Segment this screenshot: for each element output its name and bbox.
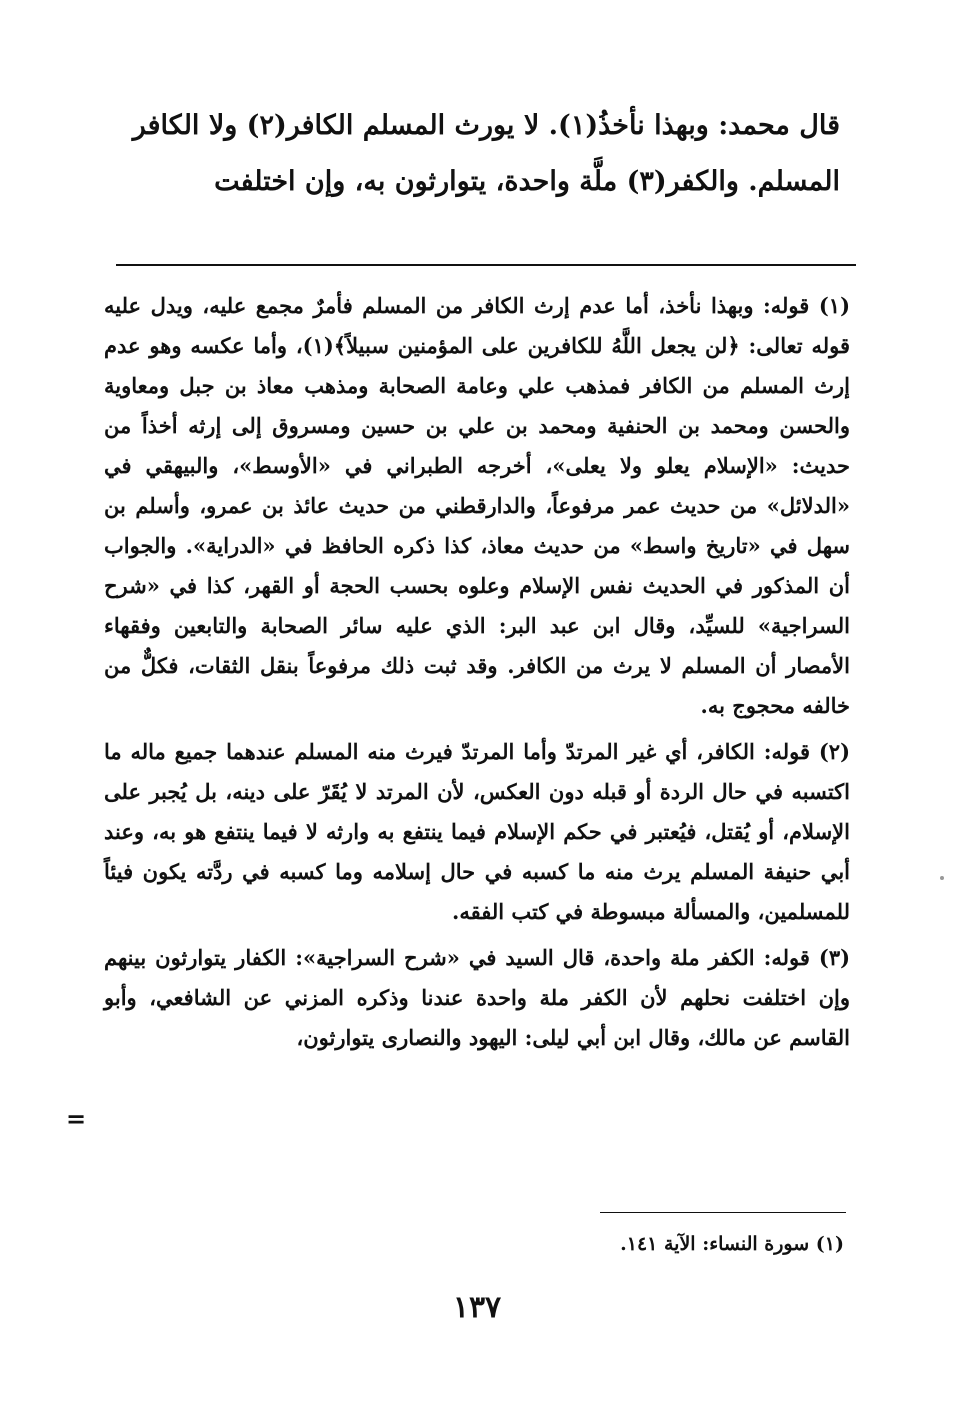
note-3 bbox=[104, 938, 850, 1058]
footnote-separator bbox=[116, 264, 856, 266]
note-3-number: (٣) bbox=[818, 945, 851, 970]
note-1 bbox=[104, 286, 850, 726]
scan-speck bbox=[940, 876, 944, 880]
note-3-text: قال السيد في «شرح السراجية»: الكفار يتوارثون بينهم وإن اختلفت نحلهم لأن الكفر ملة واحدة عندنا وذكره المزني عن الشافعي، وأبو القاسم عن مالك، وقال ابن أبي ليلى: اليهود والنصارى يتوارثون، bbox=[104, 945, 850, 1050]
main-text-line-1: قال محمد: وبهذا نأخذُ(١). لا يورث المسلم الكافر(٢) ولا الكافر bbox=[132, 110, 840, 141]
continuation-mark: = bbox=[66, 1104, 87, 1133]
note-2-text: أي غير المرتدّ وأما المرتدّ فيرث منه المسلم عندهما جميع ماله ما اكتسبه في حال الردة أو قبله دون العكس، لأن المرتد لا يُقَرّ على دينه، بل يُجبر على الإسلام، أو يُقتل، فيُعتبر في حكم الإسلام فيما ينتفع به وارثه لا فيما ينتفع هو به، وعند أبي حنيفة المسلم يرث منه ما كسبه في حال إسلامه وما كسبه في ردَّته يكون فيئاً للمسلمين، والمسألة مبسوطة في كتب الفقه. bbox=[104, 739, 850, 924]
note-1-text: أما عدم إرث الكافر من المسلم فأمرٌ مجمع عليه، ويدل عليه قوله تعالى: ﴿لن يجعل اللَّهُ للكافرين على المؤمنين سبيلاً﴾(١)، وأما عكسه وهو عدم إرث المسلم من الكافر فمذهب علي وعامة الصحابة ومذهب معاذ بن جبل ومعاوية والحسن ومحمد بن الحنفية ومحمد بن علي بن حسين ومسروق إلى إرثه أخذاً من حديث: «الإسلام يعلو ولا يعلى»، أخرجه الطبراني في «الأوسط»، والبيهقي في «الدلائل» من حديث عمر مرفوعاً، والدارقطني من حديث عائذ بن عمرو، وأسلم بن سهل في «تاريخ واسط» من حديث معاذ، كذا ذكره الحافظ في «الدراية». والجواب أن المذكور في الحديث نفس الإسلام وعلوه بحسب الحجة أو القهر، كذا في «شرح السراجية» للسيِّد، وقال ابن عبد البر: الذي عليه سائر الصحابة والتابعين وفقهاء الأمصار أن المسلم لا يرث من الكافر. وقد ثبت ذلك مرفوعاً بنقل الثقات، فكلٌّ من خالفه محجوج به. bbox=[104, 293, 850, 718]
sub-footnote-rule bbox=[600, 1212, 846, 1213]
note-1-lead: قوله: وبهذا نأخذ، bbox=[658, 293, 810, 318]
main-text bbox=[100, 98, 840, 210]
note-2-lead: قوله: الكافر، bbox=[696, 739, 810, 764]
main-text-line-2: المسلم. والكفر(٣) ملَّة واحدة، يتوارثون به، وإن اختلفت bbox=[214, 166, 840, 197]
note-3-lead: قوله: الكفر ملة واحدة، bbox=[603, 945, 810, 970]
commentary-notes bbox=[104, 286, 850, 1064]
note-2-number: (٢) bbox=[818, 739, 850, 764]
note-1-number: (١) bbox=[818, 293, 851, 318]
sub-footnote: (١) سورة النساء: الآية ١٤١. bbox=[620, 1233, 844, 1255]
page-number: ١٣٧ bbox=[452, 1290, 502, 1325]
note-2 bbox=[104, 732, 850, 932]
